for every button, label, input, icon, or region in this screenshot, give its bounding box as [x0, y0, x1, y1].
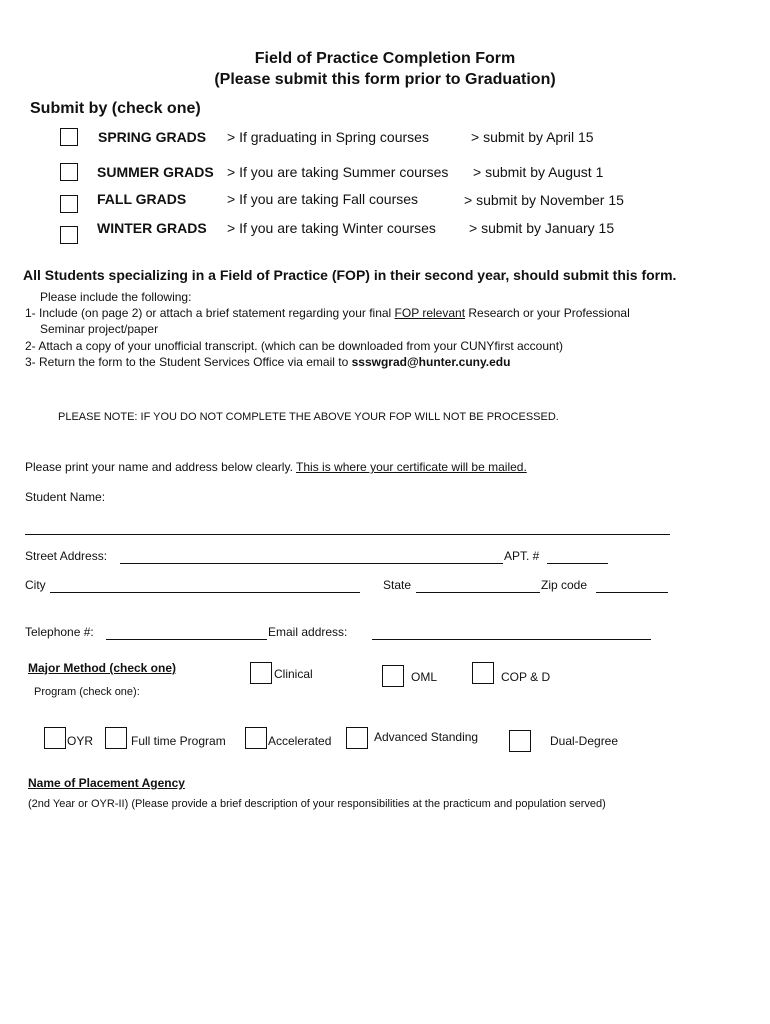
apt-label: APT. #: [504, 549, 540, 563]
oml-label: OML: [411, 670, 438, 684]
winter-grads-deadline: > submit by January 15: [469, 220, 615, 236]
winter-grads-condition: > If you are taking Winter courses: [227, 220, 436, 236]
clinical-label: Clinical: [274, 667, 313, 681]
fall-grads-deadline: > submit by November 15: [464, 192, 624, 208]
state-label: State: [383, 578, 412, 592]
cop-d-checkbox[interactable]: [472, 662, 494, 684]
instruction-item-3: 3- Return the form to the Student Services Office via email to ssswgrad@hunter.cuny.edu: [25, 355, 511, 369]
summer-grads-condition: > If you are taking Summer courses: [227, 164, 449, 180]
spring-grads-label: SPRING GRADS: [98, 129, 207, 145]
zip-line[interactable]: [596, 592, 668, 593]
student-name-line[interactable]: [25, 534, 670, 535]
form-title: Field of Practice Completion Form: [254, 50, 516, 67]
form-subtitle: (Please submit this form prior to Graduation): [214, 71, 556, 88]
dual-degree-label: Dual-Degree: [550, 734, 619, 748]
summer-grads-deadline: > submit by August 1: [473, 164, 604, 180]
city-line[interactable]: [50, 592, 360, 593]
submit-by-label: Submit by (check one): [30, 100, 201, 117]
clinical-checkbox[interactable]: [250, 662, 272, 684]
program-label: Program (check one):: [34, 686, 140, 698]
telephone-line[interactable]: [106, 639, 267, 640]
full-time-program-label: Full time Program: [131, 734, 226, 748]
cop-d-label: COP & D: [501, 670, 551, 684]
accelerated-label: Accelerated: [268, 734, 332, 748]
instruction-item-2: 2- Attach a copy of your unofficial transcript. (which can be downloaded from your CUNYfirst account): [25, 339, 564, 353]
summer-grads-checkbox[interactable]: [60, 163, 78, 181]
summer-grads-label: SUMMER GRADS: [97, 164, 214, 180]
instructions-intro: Please include the following:: [40, 290, 192, 304]
city-label: City: [25, 578, 46, 592]
contact-email: ssswgrad@hunter.cuny.edu: [351, 355, 511, 369]
winter-grads-label: WINTER GRADS: [97, 220, 207, 236]
student-name-label: Student Name:: [25, 490, 106, 504]
street-address-label: Street Address:: [25, 549, 108, 563]
placement-agency-description: (2nd Year or OYR-II) (Please provide a brief description of your responsibilities at the practicum and population served): [28, 798, 606, 810]
advanced-standing-label: Advanced Standing: [374, 730, 479, 744]
fall-grads-checkbox[interactable]: [60, 195, 78, 213]
state-line[interactable]: [416, 592, 540, 593]
advanced-standing-checkbox[interactable]: [346, 727, 368, 749]
fall-grads-condition: > If you are taking Fall courses: [227, 191, 419, 207]
major-method-label: Major Method (check one): [28, 661, 177, 675]
placement-agency-label: Name of Placement Agency: [28, 776, 185, 790]
instruction-item-1-cont: Seminar project/paper: [40, 322, 159, 336]
processing-note: PLEASE NOTE: IF YOU DO NOT COMPLETE THE ABOVE YOUR FOP WILL NOT BE PROCESSED.: [58, 411, 559, 423]
instruction-item-1: 1- Include (on page 2) or attach a brief statement regarding your final FOP relevant Research or your Professional: [25, 306, 630, 320]
zip-label: Zip code: [541, 578, 588, 592]
oyr-checkbox[interactable]: [44, 727, 66, 749]
spring-grads-deadline: > submit by April 15: [471, 129, 594, 145]
apt-line[interactable]: [547, 563, 608, 564]
winter-grads-checkbox[interactable]: [60, 226, 78, 244]
accelerated-checkbox[interactable]: [245, 727, 267, 749]
spring-grads-condition: > If graduating in Spring courses: [227, 129, 429, 145]
dual-degree-checkbox[interactable]: [509, 730, 531, 752]
spring-grads-checkbox[interactable]: [60, 128, 78, 146]
email-label: Email address:: [268, 625, 348, 639]
oyr-label: OYR: [67, 734, 94, 748]
full-time-program-checkbox[interactable]: [105, 727, 127, 749]
street-address-line[interactable]: [120, 563, 503, 564]
fop-heading: All Students specializing in a Field of Practice (FOP) in their second year, should submit this form.: [23, 267, 677, 283]
fop-relevant-text: FOP relevant: [394, 306, 466, 320]
address-intro: Please print your name and address below clearly. This is where your certificate will be mailed.: [25, 460, 527, 474]
email-line[interactable]: [372, 639, 651, 640]
fall-grads-label: FALL GRADS: [97, 191, 187, 207]
telephone-label: Telephone #:: [25, 625, 94, 639]
oml-checkbox[interactable]: [382, 665, 404, 687]
